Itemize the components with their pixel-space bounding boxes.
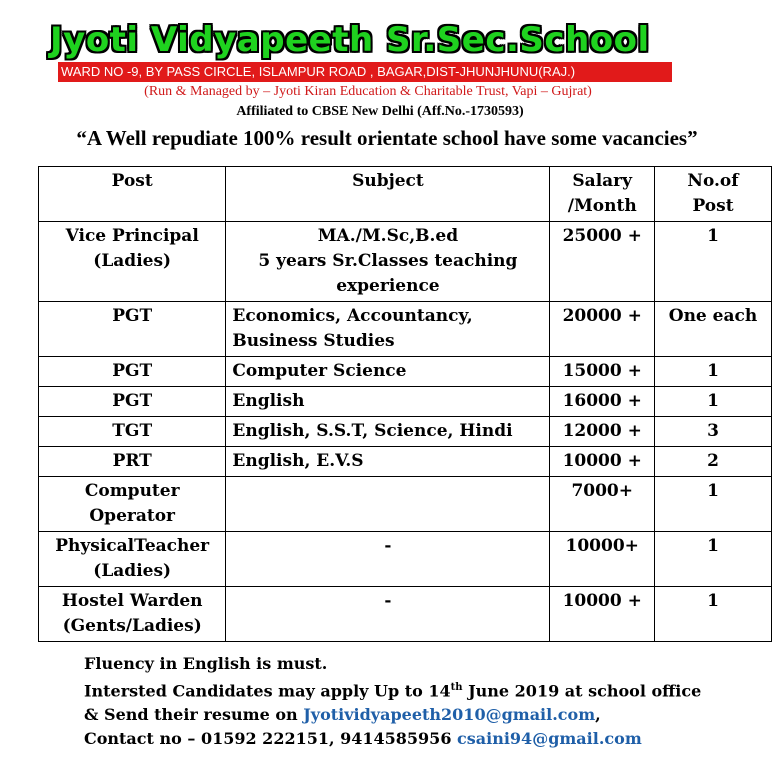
- managed-by-line: (Run & Managed by – Jyoti Kiran Education & Charitable Trust, Vapi – Gujrat): [144, 84, 592, 99]
- table-row: [39, 477, 772, 532]
- cell-post: PRT: [39, 447, 226, 477]
- cell-salary: 7000+: [550, 477, 655, 532]
- cell-post: PhysicalTeacher (Ladies): [39, 532, 226, 587]
- cell-count: 1: [655, 587, 772, 642]
- cell-count: 1: [655, 477, 772, 532]
- cell-count: 1: [655, 387, 772, 417]
- table-row: [39, 387, 772, 417]
- cell-salary: 20000 +: [550, 302, 655, 357]
- header-subject: Subject: [226, 167, 550, 222]
- cell-subject: English: [226, 387, 550, 417]
- cell-count: 1: [655, 357, 772, 387]
- resume-email-link[interactable]: Jyotividyapeeth2010@gmail.com: [303, 705, 596, 725]
- cell-subject: -: [226, 532, 550, 587]
- vacancy-headline: “A Well repudiate 100% result orientate school have some vacancies”: [76, 126, 698, 150]
- cell-salary: 10000+: [550, 532, 655, 587]
- affiliation-line: Affiliated to CBSE New Delhi (Aff.No.-1730593): [236, 104, 524, 119]
- cell-salary: 10000 +: [550, 587, 655, 642]
- cell-post: Computer Operator: [39, 477, 226, 532]
- header-count: No.of Post: [655, 167, 772, 222]
- cell-post: TGT: [39, 417, 226, 447]
- footer-notes: [84, 652, 764, 751]
- cell-count: One each: [655, 302, 772, 357]
- cell-salary: 16000 +: [550, 387, 655, 417]
- cell-count: 1: [655, 532, 772, 587]
- cell-salary: 10000 +: [550, 447, 655, 477]
- fluency-note: Fluency in English is must.: [84, 654, 328, 673]
- cell-salary: 15000 +: [550, 357, 655, 387]
- cell-subject: English, S.S.T, Science, Hindi: [226, 417, 550, 447]
- vacancy-table: [38, 166, 772, 642]
- cell-post: PGT: [39, 387, 226, 417]
- resume-note: & Send their resume on Jyotividyapeeth2010@gmail.com,: [84, 705, 601, 725]
- table-header-row: [39, 167, 772, 222]
- cell-post: PGT: [39, 357, 226, 387]
- table-row: [39, 447, 772, 477]
- cell-subject: English, E.V.S: [226, 447, 550, 477]
- cell-subject: Computer Science: [226, 357, 550, 387]
- cell-subject: MA./M.Sc,B.ed 5 years Sr.Classes teaching experience: [226, 222, 550, 302]
- table-row: [39, 357, 772, 387]
- contact-email-link[interactable]: csaini94@gmail.com: [457, 729, 642, 749]
- header-salary: Salary /Month: [550, 167, 655, 222]
- table-row: [39, 222, 772, 302]
- header-post: Post: [39, 167, 226, 222]
- cell-subject: -: [226, 587, 550, 642]
- table-row: [39, 302, 772, 357]
- cell-subject: [226, 477, 550, 532]
- table-row: [39, 417, 772, 447]
- cell-salary: 12000 +: [550, 417, 655, 447]
- apply-note: Intersted Candidates may apply Up to 14th June 2019 at school office: [84, 681, 702, 701]
- cell-subject: Economics, Accountancy, Business Studies: [226, 302, 550, 357]
- cell-count: 2: [655, 447, 772, 477]
- cell-salary: 25000 +: [550, 222, 655, 302]
- cell-post: PGT: [39, 302, 226, 357]
- cell-count: 3: [655, 417, 772, 447]
- cell-post: Hostel Warden (Gents/Ladies): [39, 587, 226, 642]
- school-name: Jyoti Vidyapeeth Sr.Sec.School: [50, 20, 650, 60]
- table-row: [39, 532, 772, 587]
- cell-post: Vice Principal (Ladies): [39, 222, 226, 302]
- address-bar: WARD NO -9, BY PASS CIRCLE, ISLAMPUR ROAD , BAGAR,DIST-JHUNJHUNU(RAJ.): [58, 62, 672, 82]
- contact-note: Contact no – 01592 222151, 9414585956 csaini94@gmail.com: [84, 729, 642, 749]
- table-row: [39, 587, 772, 642]
- cell-count: 1: [655, 222, 772, 302]
